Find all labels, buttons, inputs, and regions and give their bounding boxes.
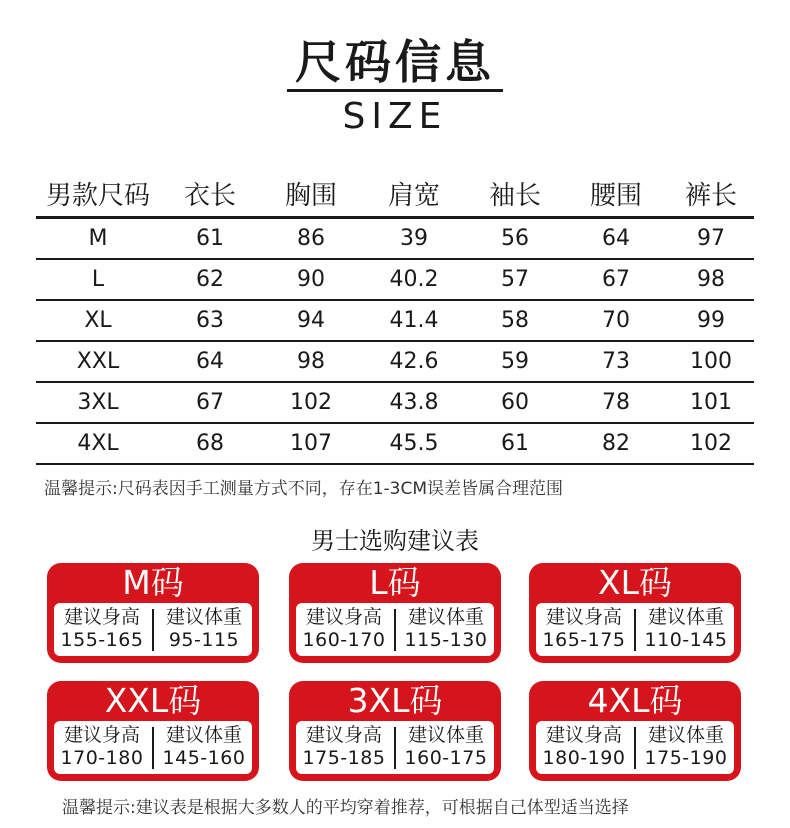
card-size-label: M码	[122, 563, 184, 602]
table-cell: 40.2	[362, 259, 466, 300]
weight-label: 建议体重	[165, 724, 242, 746]
table-header-row	[36, 170, 754, 218]
table-cell: M	[36, 218, 160, 260]
height-label: 建议身高	[305, 606, 382, 628]
header-sleeve: 袖长	[466, 170, 564, 218]
weight-label: 建议体重	[407, 724, 484, 746]
height-value: 170-180	[60, 747, 144, 769]
card-body	[54, 603, 252, 656]
size-card-4xl	[529, 681, 741, 781]
table-cell: 4XL	[36, 423, 160, 464]
height-value: 165-175	[542, 629, 626, 651]
card-divider	[634, 727, 636, 769]
table-cell: 3XL	[36, 382, 160, 423]
weight-label: 建议体重	[647, 606, 724, 628]
size-card-m	[47, 563, 259, 663]
table-cell: 70	[564, 300, 668, 341]
card-body	[54, 721, 252, 774]
card-height-column	[296, 724, 392, 770]
weight-value: 115-130	[404, 629, 488, 651]
table-cell: 82	[564, 423, 668, 464]
card-body	[296, 721, 494, 774]
height-value: 180-190	[542, 747, 626, 769]
table-row	[36, 218, 754, 260]
height-value: 155-165	[60, 629, 144, 651]
table-cell: 43.8	[362, 382, 466, 423]
table-cell: L	[36, 259, 160, 300]
card-weight-column	[156, 606, 252, 652]
header-length: 衣长	[160, 170, 260, 218]
table-cell: 45.5	[362, 423, 466, 464]
weight-value: 145-160	[162, 747, 246, 769]
card-height-column	[54, 724, 150, 770]
weight-value: 160-175	[404, 747, 488, 769]
page-subtitle: SIZE	[342, 96, 448, 137]
height-label: 建议身高	[63, 606, 140, 628]
card-weight-column	[398, 724, 494, 770]
height-label: 建议身高	[545, 606, 622, 628]
card-weight-column	[638, 606, 734, 652]
card-divider	[394, 609, 396, 651]
table-cell: 68	[160, 423, 260, 464]
weight-value: 110-145	[644, 629, 728, 651]
table-cell: 99	[668, 300, 754, 341]
recommendation-tip: 温馨提示:建议表是根据大多数人的平均穿着推荐，可根据自己体型适当选择	[62, 798, 629, 818]
page-title: 尺码信息	[295, 35, 495, 89]
size-table	[36, 170, 754, 465]
table-cell: 41.4	[362, 300, 466, 341]
table-row	[36, 341, 754, 382]
size-card-xxl	[47, 681, 259, 781]
table-cell: 102	[668, 423, 754, 464]
card-size-label: XXL码	[104, 681, 202, 720]
card-weight-column	[156, 724, 252, 770]
table-cell: 97	[668, 218, 754, 260]
table-cell: 39	[362, 218, 466, 260]
header-chest: 胸围	[260, 170, 362, 218]
card-divider	[152, 609, 154, 651]
card-body	[296, 603, 494, 656]
header-shoulder: 肩宽	[362, 170, 466, 218]
table-cell: 63	[160, 300, 260, 341]
table-cell: 94	[260, 300, 362, 341]
card-weight-column	[638, 724, 734, 770]
table-cell: 57	[466, 259, 564, 300]
table-cell: 58	[466, 300, 564, 341]
table-cell: 102	[260, 382, 362, 423]
table-cell: 101	[668, 382, 754, 423]
table-cell: 98	[260, 341, 362, 382]
table-row	[36, 259, 754, 300]
table-cell: 100	[668, 341, 754, 382]
card-size-label: 4XL码	[587, 681, 683, 720]
card-size-label: L码	[369, 563, 421, 602]
header-size: 男款尺码	[36, 170, 160, 218]
table-cell: XL	[36, 300, 160, 341]
table-cell: 64	[160, 341, 260, 382]
title-underline	[287, 89, 503, 92]
table-cell: 64	[564, 218, 668, 260]
height-value: 175-185	[302, 747, 386, 769]
height-label: 建议身高	[305, 724, 382, 746]
height-label: 建议身高	[545, 724, 622, 746]
table-row	[36, 300, 754, 341]
card-body	[536, 603, 734, 656]
weight-label: 建议体重	[165, 606, 242, 628]
size-card-l	[289, 563, 501, 663]
table-row	[36, 382, 754, 423]
table-cell: 98	[668, 259, 754, 300]
table-cell: 73	[564, 341, 668, 382]
height-value: 160-170	[302, 629, 386, 651]
card-size-label: 3XL码	[347, 681, 443, 720]
table-cell: 61	[466, 423, 564, 464]
card-weight-column	[398, 606, 494, 652]
table-cell: 59	[466, 341, 564, 382]
header-pants-length: 裤长	[668, 170, 754, 218]
table-cell: 86	[260, 218, 362, 260]
card-height-column	[296, 606, 392, 652]
table-row	[36, 423, 754, 464]
table-cell: 90	[260, 259, 362, 300]
table-cell: 107	[260, 423, 362, 464]
weight-value: 95-115	[168, 629, 240, 651]
weight-label: 建议体重	[647, 724, 724, 746]
card-divider	[634, 609, 636, 651]
measurement-tip: 温馨提示:尺码表因手工测量方式不同，存在1-3CM误差皆属合理范围	[44, 479, 564, 499]
card-divider	[152, 727, 154, 769]
card-divider	[394, 727, 396, 769]
table-cell: 60	[466, 382, 564, 423]
height-label: 建议身高	[63, 724, 140, 746]
card-height-column	[54, 606, 150, 652]
recommendation-title: 男士选购建议表	[311, 527, 479, 555]
weight-value: 175-190	[644, 747, 728, 769]
table-cell: 78	[564, 382, 668, 423]
table-cell: 56	[466, 218, 564, 260]
card-size-label: XL码	[598, 563, 672, 602]
header-waist: 腰围	[564, 170, 668, 218]
card-height-column	[536, 724, 632, 770]
card-body	[536, 721, 734, 774]
size-card-3xl	[289, 681, 501, 781]
table-cell: 67	[564, 259, 668, 300]
size-card-xl	[529, 563, 741, 663]
table-cell: 62	[160, 259, 260, 300]
table-cell: 67	[160, 382, 260, 423]
card-height-column	[536, 606, 632, 652]
table-cell: XXL	[36, 341, 160, 382]
table-cell: 42.6	[362, 341, 466, 382]
table-cell: 61	[160, 218, 260, 260]
weight-label: 建议体重	[407, 606, 484, 628]
